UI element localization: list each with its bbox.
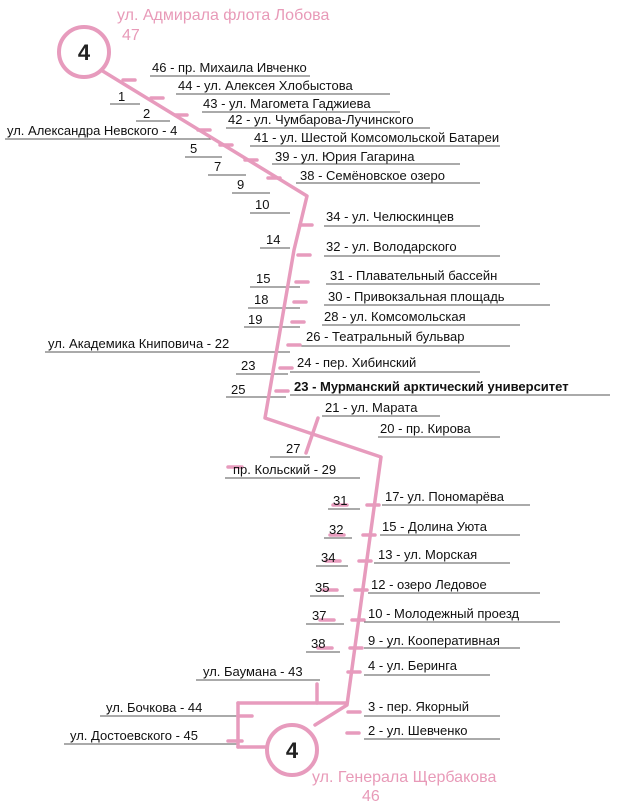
stop-label-left: 2 [143,106,151,121]
stop-label-left: ул. Достоевского - 45 [70,728,198,743]
stop-label-left: 25 [231,382,246,397]
stop-label-right: 42 - ул. Чумбарова-Лучинского [228,112,414,127]
stop-label-right: 10 - Молодежный проезд [368,606,520,621]
stop-label-right: 30 - Привокзальная площадь [328,289,505,304]
stop-label-left: 7 [214,159,222,174]
stop-label-right: 17- ул. Пономарёва [385,489,505,504]
stop-label-right: 4 - ул. Беринга [368,658,457,673]
stop-label-left: 38 [311,636,326,651]
stop-label-right: 39 - ул. Юрия Гагарина [275,149,415,164]
stop-label-right: 28 - ул. Комсомольская [324,309,466,324]
stop-label-left: 9 [237,177,245,192]
stop-label-right: 41 - ул. Шестой Комсомольской Батареи [254,130,500,145]
stop-label-left: 35 [315,580,330,595]
stop-label-left: 32 [329,522,344,537]
south-terminal-name: ул. Генерала Щербакова [312,769,497,786]
stop-label-left: ул. Баумана - 43 [203,664,303,679]
north-terminal-stop: 47 [122,27,140,44]
south-route-number: 4 [285,738,299,763]
stop-label-right: 38 - Семёновское озеро [300,168,445,183]
stop-label-left: 18 [254,292,269,307]
stop-label-right: 43 - ул. Магомета Гаджиева [203,96,371,111]
stop-label-left: 5 [190,141,198,156]
stop-label-right: 23 - Мурманский арктический университет [294,379,569,394]
north-route-number: 4 [77,40,91,65]
stop-label-left: 15 [256,271,271,286]
stop-label-right: 31 - Плавательный бассейн [330,268,498,283]
stop-label-left: 10 [255,197,270,212]
stop-label-left: 19 [248,312,263,327]
stop-label-right: 12 - озеро Ледовое [371,577,487,592]
stop-label-right: 21 - ул. Марата [325,400,418,415]
stop-label-right: 24 - пер. Хибинский [297,355,417,370]
stop-label-left: 27 [286,441,301,456]
stop-label-right: 2 - ул. Шевченко [368,723,468,738]
stop-label-right: 34 - ул. Челюскинцев [326,209,454,224]
stop-label-right: 44 - ул. Алексея Хлобыстова [178,78,353,93]
stop-label-right: 32 - ул. Володарского [326,239,457,254]
north-terminal-name: ул. Адмирала флота Лобова [117,7,330,24]
stop-label-left: 34 [321,550,336,565]
stop-label-left: ул. Бочкова - 44 [106,700,203,715]
stop-label-right: 20 - пр. Кирова [380,421,471,436]
stop-label-left: пр. Кольский - 29 [233,462,337,477]
stop-label-right: 26 - Театральный бульвар [306,329,465,344]
stop-label-left: 37 [312,608,327,623]
stop-label-left: 31 [333,493,348,508]
stop-label-left: 1 [118,89,126,104]
stop-label-right: 3 - пер. Якорный [368,699,469,714]
stop-label-left: 14 [266,232,281,247]
stop-label-left: 23 [241,358,256,373]
stop-label-left: ул. Александра Невского - 4 [7,123,178,138]
stop-label-right: 13 - ул. Морская [378,547,478,562]
stop-label-right: 9 - ул. Кооперативная [368,633,500,648]
south-terminal-stop: 46 [362,788,380,805]
stop-label-right: 15 - Долина Уюта [382,519,487,534]
stop-label-left: ул. Академика Книповича - 22 [48,336,230,351]
stop-label-right: 46 - пр. Михаила Ивченко [152,60,307,75]
